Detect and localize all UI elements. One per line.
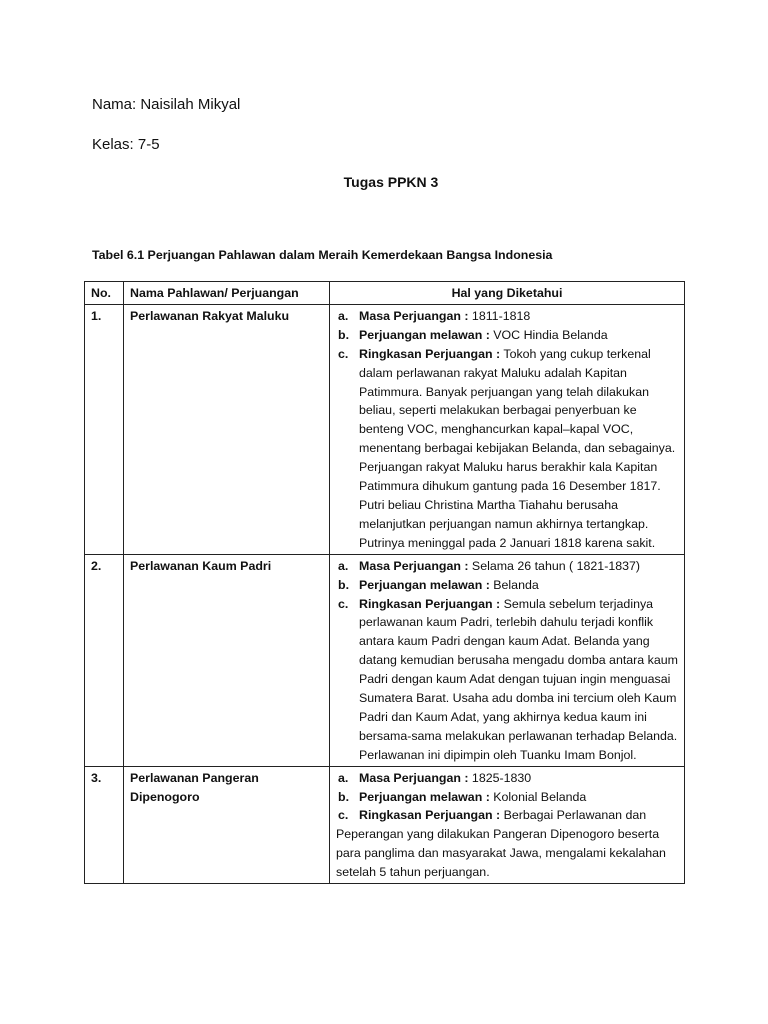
details-list: [336, 557, 678, 765]
detail-value: Selama 26 tahun ( 1821-1837): [468, 558, 641, 573]
detail-label: Perjuangan melawan :: [359, 327, 490, 342]
detail-label: Ringkasan Perjuangan :: [359, 596, 501, 611]
page-title: Tugas PPKN 3: [343, 174, 439, 190]
detail-label: Masa Perjuangan :: [359, 558, 469, 573]
detail-period: [336, 307, 678, 326]
detail-label: Ringkasan Perjuangan :: [359, 808, 501, 823]
hero-details: [330, 554, 685, 766]
detail-summary: [336, 595, 678, 765]
list-marker: c.: [338, 808, 349, 823]
detail-value: Belanda: [489, 577, 539, 592]
detail-value: Kolonial Belanda: [489, 789, 587, 804]
detail-opponent: [336, 788, 678, 807]
detail-opponent: [336, 576, 678, 595]
detail-summary: [336, 345, 678, 553]
detail-value: 1811-1818: [468, 308, 531, 323]
detail-label: Perjuangan melawan :: [359, 789, 490, 804]
detail-opponent: [336, 326, 678, 345]
header-name: Nama Pahlawan/ Perjuangan: [124, 282, 330, 305]
detail-value: Tokoh yang cukup terkenal dalam perlawanan rakyat Maluku adalah Kapitan Patimmura. Banyak perjuangan yang telah dilakukan beliau, seperti melakukan berbagai penyerbuan ke benteng VOC, menghancurkan kapal–kapal VOC, menentang berbagai kebijakan Belanda, dan sebagainya. Perjuangan rakyat Maluku harus berakhir kala Kapitan Patimmura dihukum gantung pada 16 Desember 1817. Putri beliau Christina Martha Tiahahu berusaha melanjutkan perjuangan namun akhirnya tertangkap. Putrinya meninggal pada 2 Januari 1818 karena sakit.: [359, 346, 676, 550]
list-marker: a.: [338, 770, 349, 785]
table-caption: Tabel 6.1 Perjuangan Pahlawan dalam Meraih Kemerdekaan Bangsa Indonesia: [92, 248, 553, 262]
table-header-row: [85, 282, 685, 305]
detail-summary: [336, 806, 678, 882]
hero-name: Perlawanan Rakyat Maluku: [124, 304, 330, 554]
student-class: Kelas: 7-5: [92, 136, 160, 153]
list-marker: c.: [338, 346, 349, 361]
details-list: [336, 307, 678, 553]
list-marker: b.: [338, 577, 350, 592]
detail-value: 1825-1830: [468, 770, 532, 785]
hero-details: [330, 304, 685, 554]
header-info: Hal yang Diketahui: [330, 282, 685, 305]
student-name: Nama: Naisilah Mikyal: [92, 96, 241, 113]
row-number: 1.: [85, 304, 124, 554]
detail-label: Masa Perjuangan :: [359, 308, 469, 323]
row-number: 2.: [85, 554, 124, 766]
hero-details: [330, 766, 685, 883]
table-row: [85, 304, 685, 554]
heroes-table: [84, 281, 685, 884]
detail-label: Masa Perjuangan :: [359, 770, 469, 785]
list-marker: c.: [338, 596, 349, 611]
detail-period: [336, 557, 678, 576]
detail-value: Semula sebelum terjadinya perlawanan kaum Padri, terlebih dahulu terjadi konflik antara kaum Padri dengan kaum Adat. Belanda yang datang kemudian berusaha mengadu domba antara kaum Padri dengan kaum Adat dengan tujuan ingin menguasai Sumatera Barat. Usaha adu domba ini tercium oleh Kaum Padri dan Kaum Adat, yang akhirnya kedua kaum ini bersama-sama melakukan perlawanan terhadap Belanda. Perlawanan ini dipimpin oleh Tuanku Imam Bonjol.: [359, 596, 678, 762]
hero-name: Perlawanan Kaum Padri: [124, 554, 330, 766]
detail-label: Perjuangan melawan :: [359, 577, 490, 592]
list-marker: a.: [338, 558, 349, 573]
table-row: [85, 554, 685, 766]
detail-value: VOC Hindia Belanda: [489, 327, 608, 342]
detail-label: Ringkasan Perjuangan :: [359, 346, 501, 361]
row-number: 3.: [85, 766, 124, 883]
list-marker: a.: [338, 308, 349, 323]
table-row: [85, 766, 685, 883]
detail-value: Berbagai Perlawanan dan Peperangan yang dilakukan Pangeran Dipenogoro beserta para panglima dan masyarakat Jawa, mengalami kekalahan setelah 5 tahun perjuangan.: [336, 808, 666, 880]
header-no: No.: [85, 282, 124, 305]
list-marker: b.: [338, 327, 350, 342]
hero-name: Perlawanan Pangeran Dipenogoro: [124, 766, 330, 883]
detail-period: [336, 769, 678, 788]
list-marker: b.: [338, 789, 350, 804]
details-list: [336, 769, 678, 882]
